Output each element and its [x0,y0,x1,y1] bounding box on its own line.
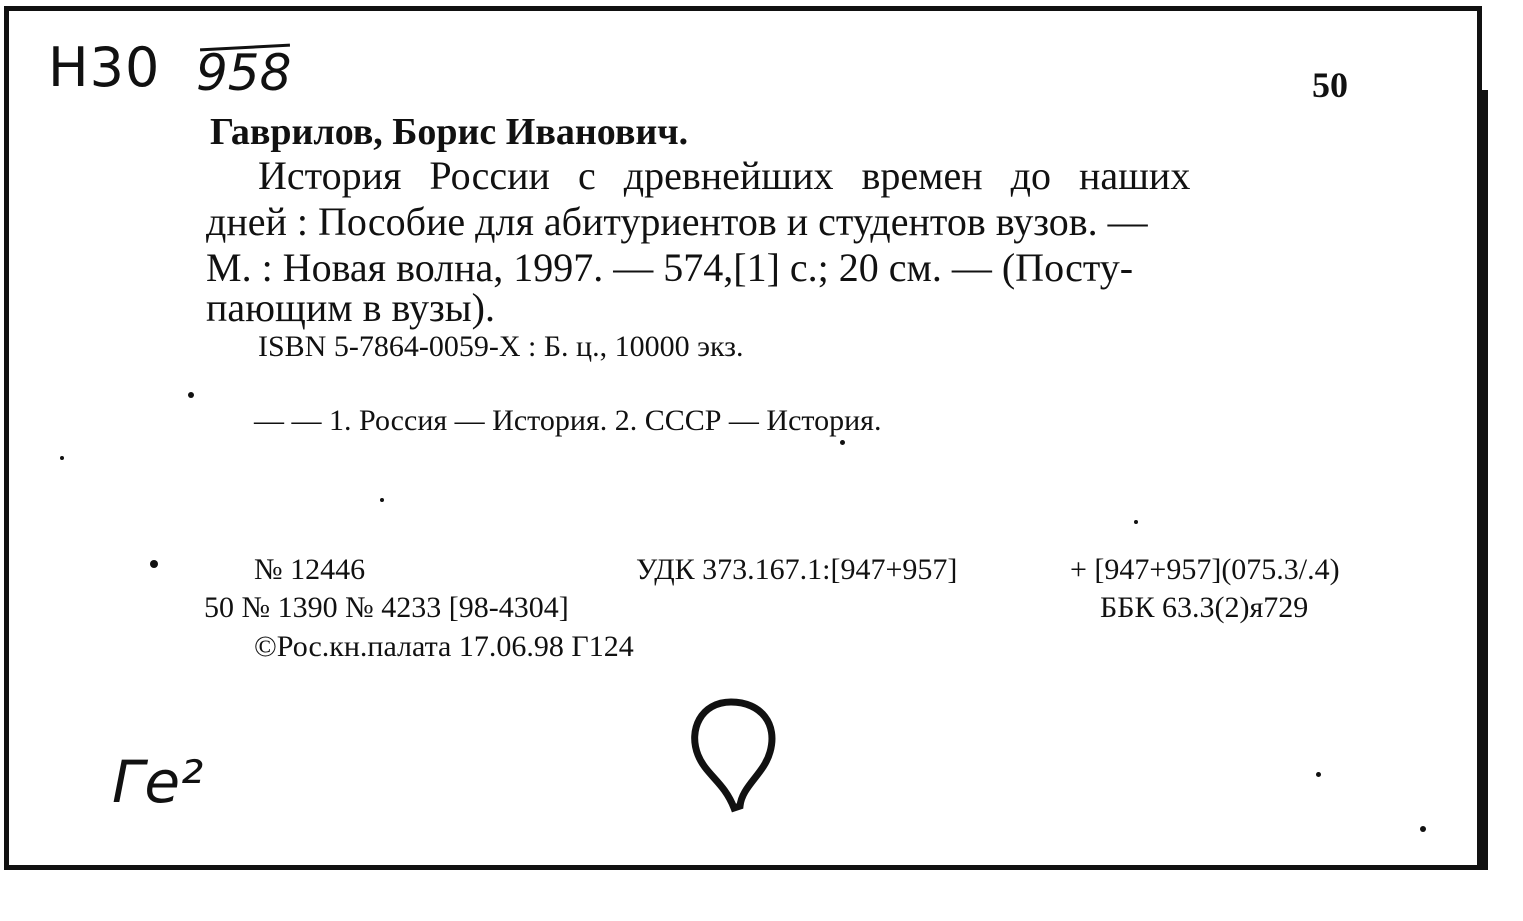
card-edge-shadow [1482,90,1488,870]
title-line-3-text: М. : Новая волна, 1997. — 574,[1] с.; 20 см. — (Посту- [206,245,1134,290]
ink-speck [150,560,158,568]
ink-speck [1420,826,1426,832]
handwritten-shelf-number: 958 [196,44,292,102]
udk-classification-extra: + [947+957](075.3/.4) [1070,553,1340,586]
subject-headings: — — 1. Россия — История. 2. СССР — История. [254,404,882,437]
udk-classification: УДК 373.167.1:[947+957] [636,553,958,586]
title-line-1-text: История России с древнейших времен до наших [258,153,1191,198]
title-line-4: пающим в вузы). [206,285,495,330]
author-heading: Гаврилов, Борис Иванович. [210,111,689,153]
punch-hole-stamp [676,690,786,820]
ink-speck [1134,520,1138,524]
record-number-2: 50 № 1390 № 4233 [98-4304] [204,591,569,624]
card-number: 50 [1312,65,1348,105]
ink-speck [1316,772,1321,777]
isbn-line: ISBN 5-7864-0059-X : Б. ц., 10000 экз. [258,330,744,363]
ink-speck [188,392,194,398]
title-line-1 [258,152,1360,199]
copyright-line: ©Рос.кн.палата 17.06.98 Г124 [254,630,634,663]
ink-speck [380,498,384,502]
ink-speck [840,440,845,445]
record-number-1: № 12446 [254,553,366,586]
handwritten-note: Ге² [112,748,204,816]
title-line-2: дней : Пособие для абитуриентов и студентов вузов. — [206,199,1148,244]
handwritten-call-number: Н30 [48,36,161,99]
ink-speck [60,456,64,460]
bbk-classification: ББК 63.3(2)я729 [1100,591,1309,624]
